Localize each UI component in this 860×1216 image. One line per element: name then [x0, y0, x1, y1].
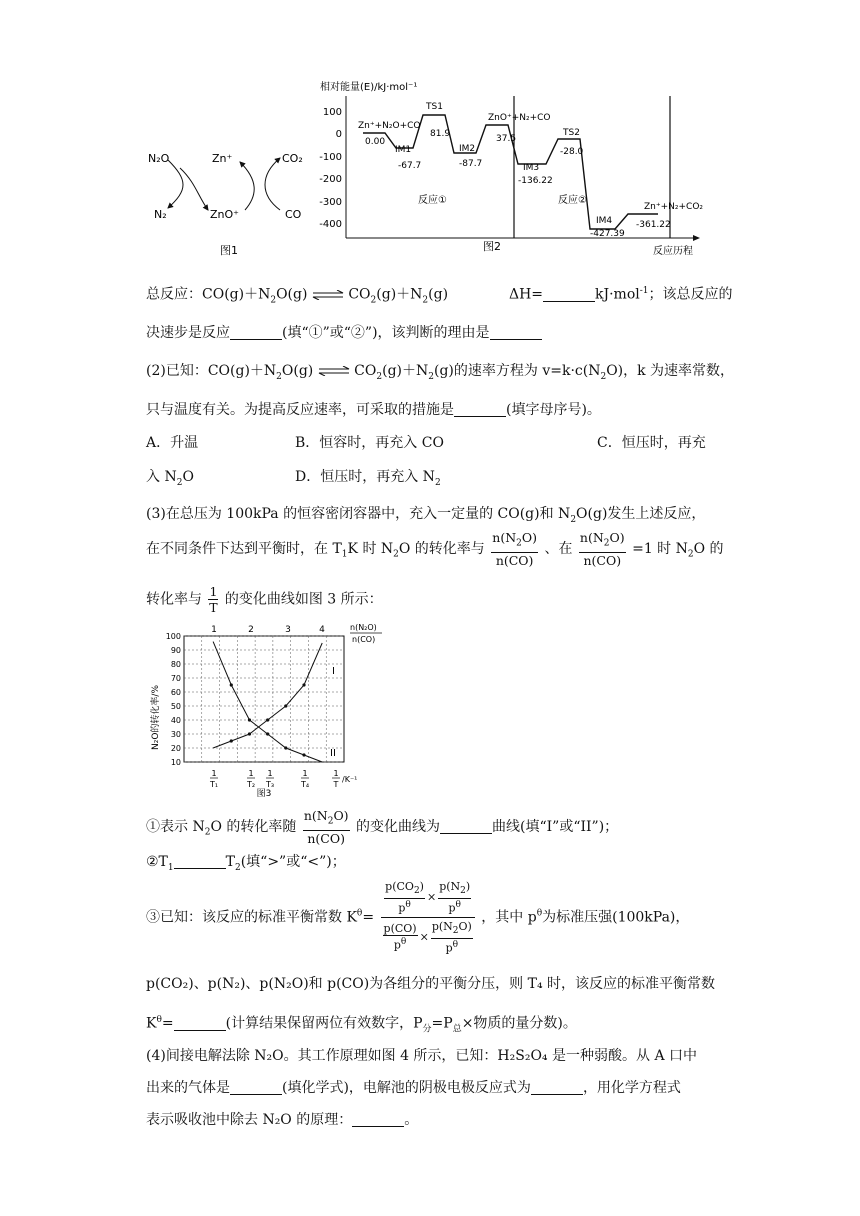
state-value-0: 0.00: [365, 137, 386, 147]
left-arc-arrow-2: [180, 168, 208, 210]
fig3-data-point: [266, 718, 269, 721]
zno-plus-label: ZnO⁺: [210, 208, 239, 221]
svg-text:T: T: [333, 780, 339, 789]
line-q4-questions: 出来的气体是 (填化学式)，电解池的阴极电极反应式为 ，用化学方程式: [146, 1080, 681, 1096]
fig3-data-point: [284, 704, 287, 707]
blank-measures[interactable]: [454, 402, 506, 417]
blank-t-compare[interactable]: [174, 854, 226, 869]
fig3-data-point: [302, 683, 305, 686]
svg-text:1: 1: [302, 769, 308, 778]
svg-text:T₄: T₄: [300, 780, 310, 789]
line-q4-intro: (4)间接电解法除 N₂O。其工作原理如图 4 所示，已知：H₂S₂O₄ 是一种弱酸。从 A 口中: [146, 1048, 698, 1064]
fig3-x-labels: [209, 769, 357, 789]
figure-2-energy-profile: [318, 78, 718, 266]
line-q3-3: ③已知：该反应的标准平衡常数 $K^\theta=$ $\frac{p(CO_2)}{p^\theta}$ × $\frac{p(N_2)}{p^\theta}$ $\frac{p(CO)}{p^\theta}$ × $\frac{p(N_2O)}{p^\theta}$ ，其中 $p^\theta$为标准压强(100kPa)，: [146, 880, 690, 955]
fig2-xlabel: 反应历程: [653, 246, 693, 257]
fig3-curve-1: [213, 643, 322, 748]
figure-1-caption: 图1: [220, 244, 238, 257]
fig3-y-tick-label: 40: [170, 716, 181, 725]
figure-1-catalytic-cycle: [140, 140, 320, 260]
state-label-5: IM3: [523, 163, 540, 173]
svg-text:100: 100: [322, 107, 342, 118]
line-q3-intro: (3)在总压为 100kPa 的恒容密闭容器中，充入一定量的 CO(g)和 $N_2O(g)$发生上述反应，: [146, 506, 706, 525]
fig3-data-point: [230, 739, 233, 742]
state-label-3: IM2: [459, 144, 476, 154]
svg-text:1: 1: [211, 769, 217, 778]
fig3-data-point: [248, 718, 251, 721]
fig3-curves: [213, 642, 322, 762]
fig3-ratio-num: n(N₂O): [350, 623, 377, 632]
svg-text:T₃: T₃: [265, 780, 275, 789]
right-arc-arrow-2: [240, 162, 254, 210]
fig3-data-point: [230, 683, 233, 686]
fig3-y-tick-label: 80: [170, 660, 181, 669]
state-label-8: Zn⁺+N₂+CO₂: [644, 202, 704, 212]
line-rate-determining: 决速步是反应 (填“①”或“②”)，该判断的理由是: [146, 323, 542, 343]
line-partial-pressures: p(CO₂)、p(N₂)、p(N₂O)和 p(CO)为各组分的平衡分压，则 T₄ 时，该反应的标准平衡常数: [146, 976, 716, 992]
line-q3-figure-ref: 转化率与 $\frac{1}{T}$ 的变化曲线如图 3 所示：: [146, 584, 383, 615]
fig3-data-point: [284, 746, 287, 749]
fig3-y-tick-label: 20: [170, 744, 181, 753]
blank-curve[interactable]: [440, 819, 492, 834]
blank-gas-a[interactable]: [230, 1080, 282, 1095]
svg-text:-300: -300: [319, 197, 342, 208]
fig2-caption: 图2: [483, 240, 501, 253]
fig2-energy-path: [363, 115, 658, 229]
blank-reason[interactable]: [490, 325, 542, 340]
fig3-data-point: [302, 753, 305, 756]
state-label-6: TS2: [563, 128, 580, 138]
svg-text:/K⁻¹: /K⁻¹: [342, 775, 358, 784]
svg-text:T₁: T₁: [209, 780, 219, 789]
svg-text:2: 2: [248, 625, 254, 635]
ratio-fraction: $\frac{n(N_2O)}{n(CO)}$: [303, 808, 349, 846]
option-c-continued: 入 $N_2O$: [146, 469, 194, 488]
option-a[interactable]: A．升温: [146, 435, 199, 451]
svg-text:-200: -200: [319, 174, 342, 185]
svg-text:1: 1: [248, 769, 254, 778]
fig3-curve-2: [213, 642, 322, 762]
svg-text:1: 1: [211, 625, 217, 635]
state-label-1: IM1: [395, 145, 412, 155]
option-b[interactable]: B．恒容时，再充入 CO: [295, 435, 444, 451]
inverse-t-fraction: $\frac{1}{T}$: [209, 584, 218, 615]
svg-text:1: 1: [267, 769, 273, 778]
state-label-2: TS1: [426, 102, 443, 112]
region-1-label: 反应①: [418, 195, 447, 206]
fig3-data-point: [266, 732, 269, 735]
n2o-label: N₂O: [148, 152, 170, 165]
option-d[interactable]: D．恒压时，再充入 $N_2$: [295, 469, 441, 488]
fig3-y-ticks: [166, 632, 181, 767]
line-q2-rate-equation: (2)已知：$CO(g)+N_2O(g)$ $CO_2(g)+N_2(g)$的速率方程为 $v=k\cdot c(N_2O)$，k 为速率常数，: [146, 363, 735, 382]
right-arc-arrow: [265, 158, 280, 210]
fig3-grid: [184, 636, 344, 762]
fig3-top-ticks: [211, 625, 325, 635]
fig3-y-tick-label: 100: [165, 632, 181, 641]
blank-k-value[interactable]: [174, 1016, 226, 1031]
fig3-y-tick-label: 10: [170, 758, 181, 767]
fig3-data-point: [248, 732, 251, 735]
line-q2-measures: 只与温度有关。为提高反应速率，可采取的措施是 (填字母序号)。: [146, 402, 601, 418]
equilibrium-arrow-icon: [312, 290, 344, 300]
curve-ii-label: II: [330, 748, 336, 759]
ratio-fraction: $\frac{n(N_2O)}{n(CO)}$: [579, 530, 625, 568]
state-value-7: -427.39: [590, 229, 625, 239]
line-q4-absorption: 表示吸收池中除去 N₂O 的原理： 。: [146, 1112, 419, 1128]
blank-delta-h[interactable]: [543, 287, 595, 302]
blank-rate-step[interactable]: [230, 325, 282, 340]
fig3-plot-area: [184, 636, 344, 762]
fig3-ratio-den: n(CO): [352, 635, 376, 644]
fig3-y-tick-label: 90: [170, 646, 181, 655]
state-value-5: -136.22: [518, 176, 553, 186]
region-2-label: 反应②: [558, 195, 587, 206]
state-value-2: 81.9: [430, 129, 451, 139]
curve-i-label: I: [332, 666, 335, 677]
state-value-3: -87.7: [459, 159, 483, 169]
ratio-fraction: $\frac{n(N_2O)}{n(CO)}$: [492, 530, 537, 568]
left-arc-arrow: [168, 160, 183, 208]
figure-3-conversion-chart: [146, 620, 396, 798]
svg-text:4: 4: [319, 625, 325, 635]
state-value-1: -67.7: [398, 161, 422, 171]
standard-k-expression: $\frac{p(CO_2)}{p^\theta}$ × $\frac{p(N_2)}{p^\theta}$ $\frac{p(CO)}{p^\theta}$ × $\frac{p(N_2O)}{p^\theta}$: [381, 880, 475, 955]
svg-text:1: 1: [333, 769, 339, 778]
line-q3-2: $②T_1$ $T_2$(填“>”或“<”)；: [146, 854, 346, 873]
line-q3-conditions: 在不同条件下达到平衡时，在 $T_1K$ 时 $N_2O$ 的转化率与 $\frac{n(N_2O)}{n(CO)}$ 、在 $\frac{n(N_2O)}{n(CO)}$ =1 时 $N_2O$ 的: [146, 530, 724, 568]
state-label-0: Zn⁺+N₂O+CO: [358, 121, 421, 131]
fig2-ylabel: 相对能量(E)/kJ·mol⁻¹: [320, 82, 418, 93]
line-total-reaction: 总反应：$CO(g)+N_2O(g)$ $CO_2(g)+N_2(g)$ ΔH= kJ·mol$^{-1}$；该总反应的: [146, 286, 733, 306]
fig3-y-tick-label: 50: [170, 702, 181, 711]
fig3-y-tick-label: 60: [170, 688, 181, 697]
co2-label: CO₂: [282, 152, 303, 165]
fig3-y-tick-label: 30: [170, 730, 181, 739]
svg-text:-400: -400: [319, 219, 342, 230]
equilibrium-arrow-icon: [318, 366, 350, 376]
fig2-y-ticks: [319, 107, 342, 230]
line-q3-1: ①表示 $N_2O$ 的转化率随 $\frac{n(N_2O)}{n(CO)}$ 的变化曲线为 曲线(填“I”或“II”)；: [146, 808, 619, 846]
svg-text:-100: -100: [319, 152, 342, 163]
fig3-y-tick-label: 70: [170, 674, 181, 683]
co-label: CO: [285, 208, 302, 221]
option-c[interactable]: C．恒压时，再充: [597, 435, 706, 451]
svg-text:T₂: T₂: [246, 780, 256, 789]
fig3-caption: 图3: [256, 789, 272, 798]
n2-label: N₂: [154, 208, 167, 221]
state-value-8: -361.22: [636, 220, 671, 230]
state-label-4: ZnO⁺+N₂+CO: [488, 113, 551, 123]
zn-plus-label: Zn⁺: [212, 152, 233, 165]
svg-text:0: 0: [335, 129, 342, 140]
svg-text:3: 3: [285, 625, 291, 635]
state-label-7: IM4: [596, 216, 613, 226]
fig2-x-arrow: [693, 235, 700, 241]
fig3-ylabel: N₂O的转化率/%: [151, 684, 161, 750]
blank-cathode[interactable]: [531, 1080, 583, 1095]
state-value-4: 37.5: [496, 134, 517, 144]
state-value-6: -28.0: [560, 147, 584, 157]
line-k-answer: $K^\theta=$ (计算结果保留两位有效数字，$P_分=P_总\times$物质的量分数)。: [146, 1015, 577, 1035]
blank-absorption[interactable]: [352, 1112, 404, 1127]
